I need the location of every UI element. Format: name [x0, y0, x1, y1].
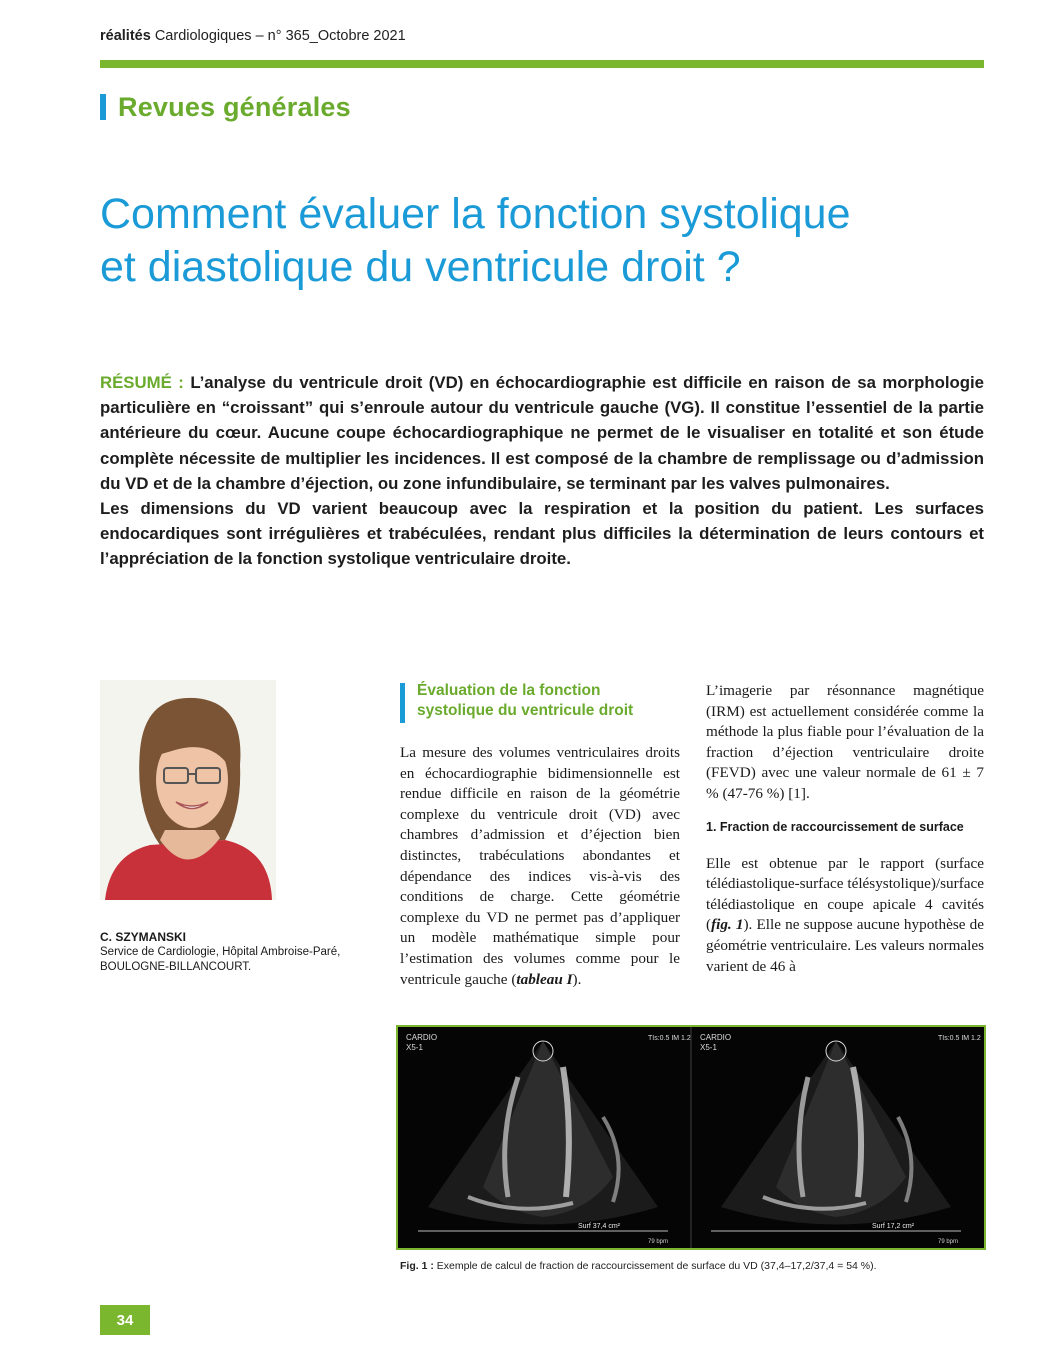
- column-heading-bar: [400, 683, 405, 723]
- section-bar: [100, 94, 106, 120]
- abstract-para-2: Les dimensions du VD varient beaucoup avec la respiration et la position du patient. Les surfaces endocardiques sont irrégulières et trabéculées, rendant plus difficiles la détermination de leurs contours et l’appréciation de la fonction systolique ventriculaire droite.: [100, 499, 984, 569]
- abstract-text-1: L’analyse du ventricule droit (VD) en échocardiographie est difficile en raison de sa morphologie particulière en “croissant” qui s’enroule autour du ventricule gauche (VG). Il constitue l’essentiel de la partie antérieure du cœur. Aucune coupe échocardiographique ne permet de le visualiser en totalité et son étude complète nécessite de multiplier les incidences. Il est composé de la chambre de remplissage ou d’admission du VD et de la chambre d’éjection, ou zone infundibulaire, se terminant par les valves pulmonaires.: [100, 373, 984, 493]
- table-reference-link[interactable]: tableau I: [516, 970, 573, 988]
- col3-subheading: 1. Fraction de raccourcissement de surface: [706, 819, 964, 834]
- author-photo: [100, 680, 276, 900]
- page-number: 34: [100, 1305, 150, 1335]
- article-title: [100, 188, 984, 294]
- author-name: C. SZYMANSKI: [100, 930, 187, 944]
- journal-issue: Cardiologiques – n° 365_Octobre 2021: [150, 28, 406, 44]
- column-heading-text: [417, 681, 633, 723]
- col2-body: La mesure des volumes ventriculaires droits en échocardiographie bidimensionnelle est rendue difficile en raison de la géométrie complexe du ventricule droit (VD) avec chambres d’admission et d’éjection bien distinctes, trabéculations abondantes et dépendance des indices vis-à-vis des conditions de charge. Cette géométrie complexe du VD ne permet pas d’appliquer un modèle mathématique simple pour l’estimation des volumes comme pour le ventricule gauche (: [400, 744, 680, 988]
- right-panel-tis: TIs:0.5 IM 1.2: [938, 1035, 981, 1042]
- author-affiliation-1: Service de Cardiologie, Hôpital Ambroise-Paré,: [100, 946, 341, 958]
- section-label-text: Revues générales: [118, 91, 351, 122]
- abstract-label: RÉSUMÉ :: [100, 373, 184, 392]
- col2-body-end: ).: [572, 970, 582, 988]
- title-line-1: Comment évaluer la fonction systolique: [100, 190, 851, 238]
- figure-caption-text: Exemple de calcul de fraction de raccourcissement de surface du VD (37,4–17,2/37,4 = 54 %).: [433, 1260, 877, 1272]
- column-heading-line-2: systolique du ventricule droit: [417, 702, 634, 719]
- journal-header: [100, 28, 406, 44]
- figure-caption: [400, 1260, 984, 1272]
- body-column-2: [400, 743, 680, 990]
- echocardiography-figure: [396, 1025, 986, 1250]
- column-heading: [400, 681, 633, 723]
- left-surface-measure: Surf 37,4 cm²: [578, 1223, 621, 1230]
- left-heart-rate: 79 bpm: [648, 1239, 669, 1245]
- col3-para2-end: ). Elle ne suppose aucune hypothèse de géométrie ventriculaire. Les valeurs normales varient de 46 à: [706, 916, 984, 975]
- left-panel-label: CARDIO X5-1: [406, 1033, 438, 1052]
- column-heading-line-1: Évaluation de la fonction: [417, 682, 601, 699]
- figure-reference-link[interactable]: fig. 1: [711, 916, 744, 934]
- col3-paragraph-1: L’imagerie par résonnance magnétique (IRM) est actuellement considérée comme la méthode la plus fiable pour l’évaluation de la fraction d’éjection ventriculaire droite (FEVD) avec une valeur normale de 61 ± 7 % (47-76 %) [1].: [706, 682, 984, 802]
- echo-images: [398, 1027, 984, 1248]
- right-heart-rate: 79 bpm: [938, 1239, 959, 1245]
- col3-paragraph-2: [706, 854, 984, 978]
- abstract-para-1: [100, 370, 984, 496]
- header-rule: [100, 60, 984, 68]
- left-panel-tis: TIs:0.5 IM 1.2: [648, 1035, 691, 1042]
- title-line-2: et diastolique du ventricule droit ?: [100, 243, 741, 291]
- col2-paragraph: [400, 743, 680, 990]
- abstract: [100, 370, 984, 572]
- right-surface-measure: Surf 17,2 cm²: [872, 1223, 915, 1230]
- body-column-3: [706, 681, 984, 977]
- author-affiliation-2: BOULOGNE-BILLANCOURT.: [100, 961, 252, 973]
- section-label: [100, 90, 351, 124]
- right-panel-label: CARDIO X5-1: [700, 1033, 732, 1052]
- author-portrait-image: [100, 680, 276, 900]
- col3-para2-start: Elle est obtenue par le rapport (surface télédiastolique-surface télésystolique)/surface télédiastolique en coupe apicale 4 cavités (: [706, 854, 984, 934]
- journal-brand: réalités: [100, 28, 151, 44]
- author-block: [100, 930, 370, 975]
- figure-caption-label: Fig. 1 :: [400, 1260, 434, 1272]
